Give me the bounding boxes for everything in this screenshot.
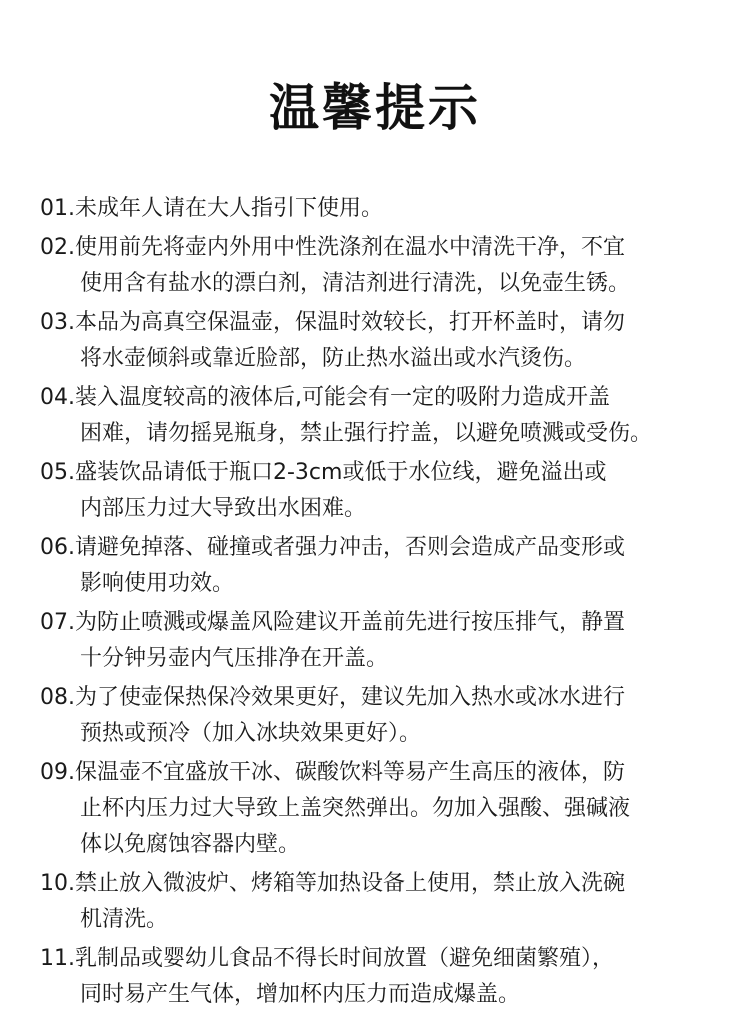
tip-text: 乳制品或婴幼儿食品不得长时间放置（避免细菌繁殖）， [75,946,615,971]
tip-item [40,866,730,938]
page-title: 温馨提示 [269,79,481,137]
tip-text: 预热或预冷（加入冰块效果更好）。 [80,721,422,746]
tip-text: 体以免腐蚀容器内壁。 [80,832,301,857]
tip-text: 十分钟另壶内气压排净在开盖。 [80,646,389,671]
tip-item [40,605,730,677]
tip-number: 10. [40,871,75,896]
tips-list [40,191,730,1016]
tip-text: 使用含有盐水的漂白剂，清洁剂进行清洗，以免壶生锈。 [80,271,631,296]
tip-item [40,941,730,1013]
tip-text: 止杯内压力过大导致上盖突然弹出。勿加入强酸、强碱液 [80,796,631,821]
tip-text: 内部压力过大导致出水困难。 [80,496,367,521]
tip-text: 影响使用功效。 [80,571,235,596]
tip-text: 本品为高真空保温壶，保温时效较长，打开杯盖时，请勿 [75,310,626,335]
tip-text: 装入温度较高的液体后,可能会有一定的吸附力造成开盖 [75,385,610,410]
tip-continuation-line [40,791,730,827]
tip-continuation-line [40,341,730,377]
tip-number: 02. [40,235,75,260]
tip-text: 为防止喷溅或爆盖风险建议开盖前先进行按压排气，静置 [75,610,626,635]
tip-number: 01. [40,196,75,221]
tip-item [40,230,730,302]
tip-first-line [40,605,730,641]
tip-item [40,191,730,227]
tip-item [40,680,730,752]
tip-continuation-line [40,416,730,452]
tip-number: 07. [40,610,75,635]
tip-text: 为了使壶保热保冷效果更好，建议先加入热水或冰水进行 [75,685,626,710]
tip-first-line [40,230,730,266]
tip-number: 11. [40,946,75,971]
tip-number: 09. [40,760,75,785]
tip-continuation-line [40,827,730,863]
tip-continuation-line [40,491,730,527]
tip-text: 将水壶倾斜或靠近脸部，防止热水溢出或水汽烫伤。 [80,346,587,371]
tip-item [40,530,730,602]
tip-item [40,305,730,377]
tip-text: 使用前先将壶内外用中性洗涤剂在温水中清洗干净，不宜 [75,235,626,260]
tip-continuation-line [40,566,730,602]
tip-number: 03. [40,310,75,335]
tip-continuation-line [40,902,730,938]
tip-continuation-line [40,716,730,752]
tip-number: 05. [40,460,75,485]
tip-item [40,455,730,527]
tip-item [40,380,730,452]
tip-text: 困难，请勿摇晃瓶身，禁止强行拧盖，以避免喷溅或受伤。 [80,421,653,446]
tip-text: 盛装饮品请低于瓶口2-3cm或低于水位线，避免溢出或 [75,460,607,485]
tip-continuation-line [40,641,730,677]
tip-first-line [40,191,730,227]
tip-number: 04. [40,385,75,410]
tip-text: 未成年人请在大人指引下使用。 [75,196,384,221]
tip-text: 保温壶不宜盛放干冰、碳酸饮料等易产生高压的液体，防 [75,760,626,785]
tip-number: 06. [40,535,75,560]
tip-text: 同时易产生气体，增加杯内压力而造成爆盖。 [80,982,521,1007]
tip-first-line [40,305,730,341]
tip-first-line [40,680,730,716]
tip-first-line [40,455,730,491]
tip-continuation-line [40,266,730,302]
tip-text: 机清洗。 [80,907,169,932]
tip-first-line [40,755,730,791]
tip-text: 禁止放入微波炉、烤箱等加热设备上使用，禁止放入洗碗 [75,871,626,896]
tip-first-line [40,866,730,902]
tip-number: 08. [40,685,75,710]
tip-item [40,755,730,863]
tip-first-line [40,941,730,977]
tip-text: 请避免掉落、碰撞或者强力冲击，否则会造成产品变形或 [75,535,626,560]
tip-first-line [40,380,730,416]
tip-first-line [40,530,730,566]
tip-continuation-line [40,977,730,1013]
